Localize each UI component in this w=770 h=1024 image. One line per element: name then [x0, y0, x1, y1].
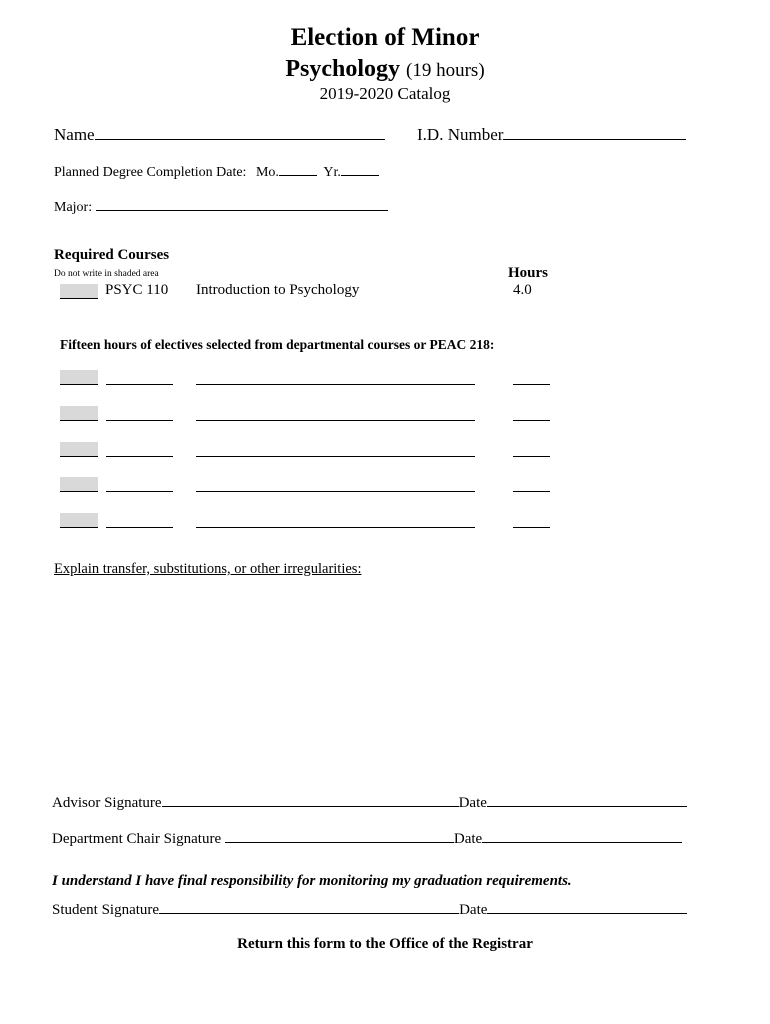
hours-input[interactable]	[513, 384, 550, 385]
year-input[interactable]	[341, 164, 379, 176]
shaded-box	[60, 442, 98, 457]
student-date-input[interactable]	[487, 899, 687, 914]
course-number-input[interactable]	[106, 384, 173, 385]
advisor-date-input[interactable]	[487, 792, 687, 807]
course-title: Introduction to Psychology	[196, 282, 360, 298]
name-input[interactable]	[95, 125, 385, 140]
course-hours: 4.0	[513, 282, 532, 298]
month-input[interactable]	[279, 164, 317, 176]
chair-date-label: Date	[453, 831, 483, 847]
shaded-box	[60, 477, 98, 492]
course-title-input[interactable]	[196, 527, 475, 528]
advisor-signature-input[interactable]	[162, 792, 459, 807]
course-number-input[interactable]	[106, 527, 173, 528]
name-field	[54, 125, 385, 145]
shaded-box	[60, 370, 98, 385]
major-field	[54, 199, 388, 216]
hours-input[interactable]	[513, 456, 550, 457]
electives-heading: Fifteen hours of electives selected from departmental courses or PEAC 218:	[60, 337, 495, 352]
id-field	[417, 125, 686, 145]
course-title-input[interactable]	[196, 456, 475, 457]
student-signature-input[interactable]	[159, 899, 459, 914]
student-date-label: Date	[459, 902, 488, 918]
required-courses-heading: Required Courses	[54, 247, 170, 263]
form-subtitle	[0, 56, 770, 83]
advisor-date-label: Date	[458, 795, 487, 811]
student-signature-field	[52, 899, 687, 919]
shaded-box	[60, 513, 98, 528]
id-input[interactable]	[503, 125, 686, 140]
hours-heading: Hours	[508, 265, 549, 281]
course-title-input[interactable]	[196, 491, 475, 492]
major-label: Major:	[54, 200, 93, 215]
course-code: PSYC 110	[105, 282, 169, 298]
form-title: Election of Minor	[290, 24, 480, 51]
name-label: Name	[54, 125, 95, 144]
hours-input[interactable]	[513, 491, 550, 492]
return-instructions: Return this form to the Office of the Registrar	[237, 936, 533, 952]
id-label: I.D. Number	[417, 125, 504, 144]
hours-input[interactable]	[513, 420, 550, 421]
course-number-input[interactable]	[106, 491, 173, 492]
course-number-input[interactable]	[106, 456, 173, 457]
month-label: Mo.	[255, 165, 279, 180]
catalog-year: 2019-2020 Catalog	[319, 84, 451, 103]
advisor-signature-field	[52, 792, 687, 812]
completion-date-label: Planned Degree Completion Date:	[54, 165, 247, 180]
shaded-box	[60, 406, 98, 421]
course-title-input[interactable]	[196, 384, 475, 385]
chair-signature-input[interactable]	[225, 828, 454, 843]
minor-hours: (19 hours)	[406, 60, 485, 81]
shaded-area-note: Do not write in shaded area	[54, 269, 159, 279]
hours-input[interactable]	[513, 527, 550, 528]
advisor-signature-label: Advisor Signature	[52, 795, 162, 811]
course-number-input[interactable]	[106, 420, 173, 421]
chair-date-input[interactable]	[482, 828, 682, 843]
chair-signature-label: Department Chair Signature	[52, 831, 222, 847]
completion-date-field	[54, 164, 379, 181]
major-input[interactable]	[96, 199, 388, 211]
minor-subject: Psychology	[285, 56, 401, 82]
chair-signature-field	[52, 828, 682, 848]
year-label: Yr.	[323, 165, 341, 180]
responsibility-statement: I understand I have final responsibility for monitoring my graduation requirements.	[52, 873, 572, 889]
student-signature-label: Student Signature	[52, 902, 160, 918]
explain-area[interactable]	[54, 585, 704, 775]
shaded-box	[60, 284, 98, 299]
course-title-input[interactable]	[196, 420, 475, 421]
explain-label: Explain transfer, substitutions, or other irregularities:	[54, 561, 362, 577]
